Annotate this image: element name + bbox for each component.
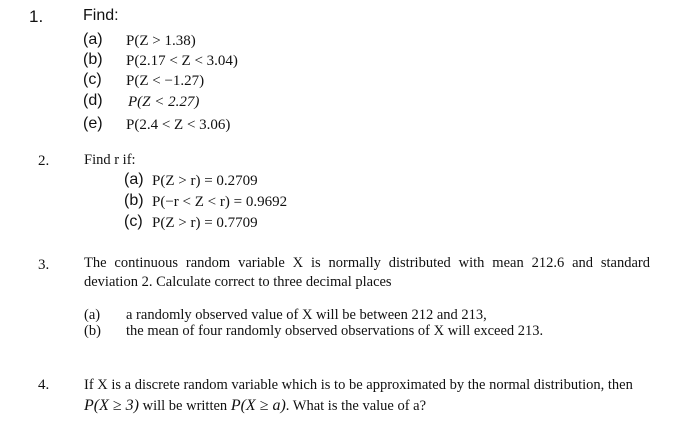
question-3-number: 3. xyxy=(38,257,50,273)
q3-part-b-label: (b) xyxy=(84,323,101,339)
q2-part-c-label: (c) xyxy=(124,213,143,230)
question-1-title: Find: xyxy=(83,7,119,24)
question-4-line-1: If X is a discrete random variable which is to be approximated by the normal distribution, then xyxy=(84,377,633,393)
q2-part-b-label: (b) xyxy=(124,192,144,209)
q1-part-c-label: (c) xyxy=(83,71,102,88)
q1-part-d-expression: P(Z < 2.27) xyxy=(128,94,200,110)
q3-part-a-label: (a) xyxy=(84,307,101,323)
question-3-text: The continuous random variable X is normally distributed with mean 212.6 and standard deviation 2. Calculate correct to three decimal places xyxy=(84,255,650,290)
q1-part-b-expression: P(2.17 < Z < 3.04) xyxy=(126,53,238,69)
question-1-number: 1. xyxy=(29,7,44,26)
question-4-number: 4. xyxy=(38,377,50,393)
question-2-number: 2. xyxy=(38,153,50,169)
q1-part-d-label: (d) xyxy=(83,92,103,109)
q1-part-e-label: (e) xyxy=(83,115,103,132)
q2-part-c-expression: P(Z > r) = 0.7709 xyxy=(152,215,258,231)
q1-part-b-label: (b) xyxy=(83,51,103,68)
q4-mid-text: will be written xyxy=(138,398,231,414)
q2-part-a-label: (a) xyxy=(124,171,144,188)
question-2-title: Find r if: xyxy=(84,152,136,168)
q4-end-text: . What is the value of a? xyxy=(285,398,427,414)
q4-expression-1: P(X ≥ 3) xyxy=(84,397,139,414)
q2-part-a-expression: P(Z > r) = 0.2709 xyxy=(152,173,258,189)
q1-part-a-expression: P(Z > 1.38) xyxy=(126,33,196,49)
q2-part-b-expression: P(−r < Z < r) = 0.9692 xyxy=(152,194,288,210)
question-4-line-2 xyxy=(84,396,426,416)
q3-part-a-text: a randomly observed value of X will be between 212 and 213, xyxy=(126,307,487,323)
q1-part-a-label: (a) xyxy=(83,31,103,48)
q4-expression-2: P(X ≥ a) xyxy=(230,397,286,414)
q1-part-e-expression: P(2.4 < Z < 3.06) xyxy=(126,117,231,133)
q3-part-b-text: the mean of four randomly observed observations of X will exceed 213. xyxy=(126,323,544,339)
q1-part-c-expression: P(Z < −1.27) xyxy=(126,73,205,89)
